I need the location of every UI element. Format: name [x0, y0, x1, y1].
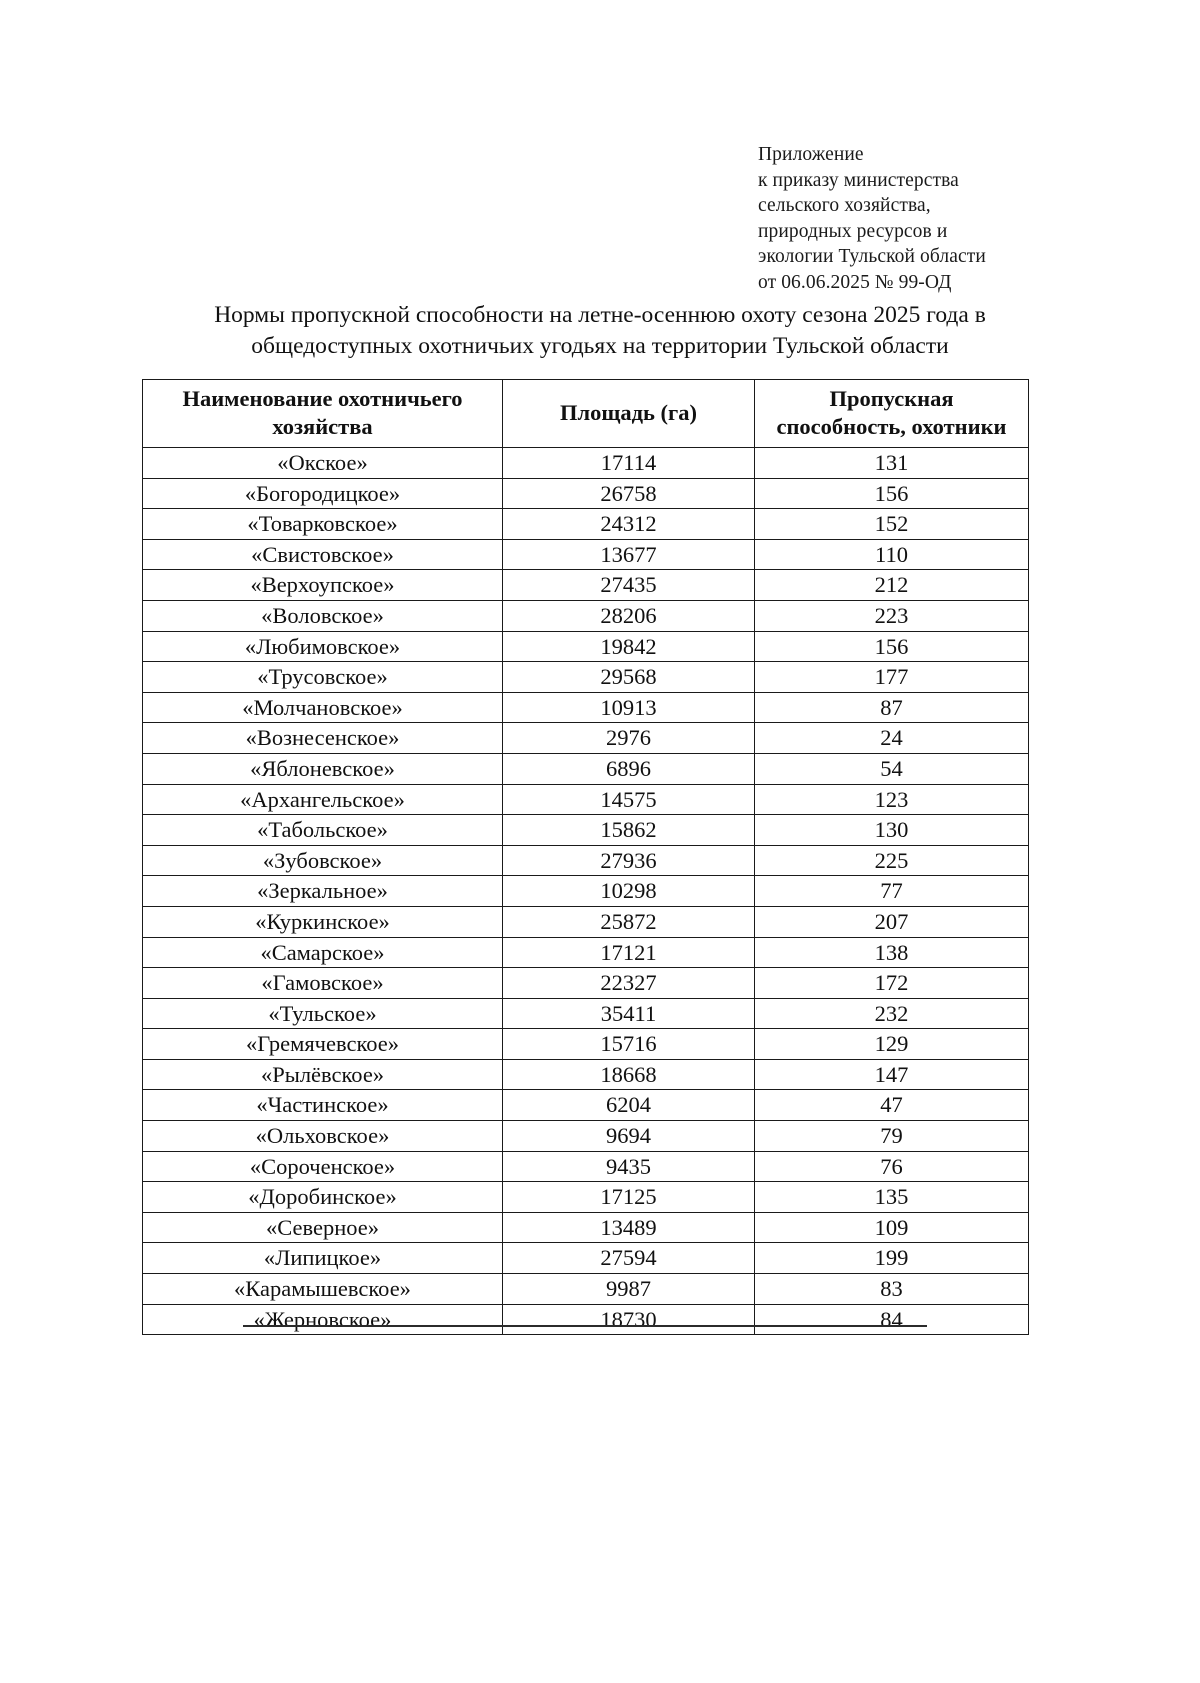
cell-area-hectares: 18668: [503, 1059, 755, 1090]
column-header-capacity-line-1: Пропускная: [829, 386, 954, 411]
cell-capacity-hunters: 207: [755, 906, 1029, 937]
table-row: [143, 692, 1029, 723]
page-title-line-2: общедоступных охотничьих угодьях на территории Тульской области: [251, 333, 949, 359]
cell-capacity-hunters: 130: [755, 815, 1029, 846]
cell-capacity-hunters: 109: [755, 1212, 1029, 1243]
table-row: [143, 448, 1029, 479]
cell-hunting-area-name: «Вознесенское»: [143, 723, 503, 754]
column-header-capacity: [755, 380, 1029, 448]
cell-hunting-area-name: «Северное»: [143, 1212, 503, 1243]
cell-capacity-hunters: 138: [755, 937, 1029, 968]
column-header-name: [143, 380, 503, 448]
table-row: [143, 600, 1029, 631]
cell-area-hectares: 9435: [503, 1151, 755, 1182]
table-body: [143, 448, 1029, 1335]
cell-hunting-area-name: «Гамовское»: [143, 968, 503, 999]
cell-area-hectares: 17114: [503, 448, 755, 479]
cell-hunting-area-name: «Яблоневское»: [143, 753, 503, 784]
cell-capacity-hunters: 84: [755, 1304, 1029, 1335]
cell-area-hectares: 2976: [503, 723, 755, 754]
cell-area-hectares: 6896: [503, 753, 755, 784]
cell-hunting-area-name: «Гремячевское»: [143, 1029, 503, 1060]
table-row: [143, 1304, 1029, 1335]
page-title: [150, 300, 1050, 362]
cell-hunting-area-name: «Любимовское»: [143, 631, 503, 662]
reference-line: к приказу министерства: [758, 169, 959, 191]
cell-hunting-area-name: «Ольховское»: [143, 1121, 503, 1152]
cell-hunting-area-name: «Самарское»: [143, 937, 503, 968]
table-row: [143, 906, 1029, 937]
cell-hunting-area-name: «Зубовское»: [143, 845, 503, 876]
cell-hunting-area-name: «Воловское»: [143, 600, 503, 631]
cell-capacity-hunters: 87: [755, 692, 1029, 723]
cell-area-hectares: 19842: [503, 631, 755, 662]
cell-hunting-area-name: «Архангельское»: [143, 784, 503, 815]
cell-hunting-area-name: «Свистовское»: [143, 539, 503, 570]
cell-area-hectares: 27594: [503, 1243, 755, 1274]
cell-hunting-area-name: «Молчановское»: [143, 692, 503, 723]
column-header-capacity-line-2: способность, охотники: [776, 414, 1007, 439]
cell-area-hectares: 26758: [503, 478, 755, 509]
cell-area-hectares: 9987: [503, 1274, 755, 1305]
table-row: [143, 509, 1029, 540]
cell-hunting-area-name: «Табольское»: [143, 815, 503, 846]
cell-hunting-area-name: «Куркинское»: [143, 906, 503, 937]
table-row: [143, 998, 1029, 1029]
cell-hunting-area-name: «Верхоупское»: [143, 570, 503, 601]
cell-capacity-hunters: 47: [755, 1090, 1029, 1121]
cell-hunting-area-name: «Зеркальное»: [143, 876, 503, 907]
cell-area-hectares: 35411: [503, 998, 755, 1029]
cell-capacity-hunters: 77: [755, 876, 1029, 907]
cell-hunting-area-name: «Трусовское»: [143, 662, 503, 693]
cell-capacity-hunters: 156: [755, 631, 1029, 662]
table-row: [143, 1059, 1029, 1090]
table-row: [143, 876, 1029, 907]
column-header-area-label: Площадь (га): [560, 400, 697, 425]
cell-area-hectares: 10913: [503, 692, 755, 723]
table-row: [143, 1151, 1029, 1182]
cell-area-hectares: 27936: [503, 845, 755, 876]
cell-area-hectares: 27435: [503, 570, 755, 601]
cell-area-hectares: 10298: [503, 876, 755, 907]
cell-hunting-area-name: «Частинское»: [143, 1090, 503, 1121]
table-row: [143, 1243, 1029, 1274]
cell-capacity-hunters: 172: [755, 968, 1029, 999]
cell-capacity-hunters: 177: [755, 662, 1029, 693]
cell-area-hectares: 28206: [503, 600, 755, 631]
cell-capacity-hunters: 225: [755, 845, 1029, 876]
table-row: [143, 631, 1029, 662]
cell-hunting-area-name: «Липицкое»: [143, 1243, 503, 1274]
table-row: [143, 570, 1029, 601]
reference-line: от 06.06.2025 № 99-ОД: [758, 271, 952, 293]
cell-capacity-hunters: 223: [755, 600, 1029, 631]
cell-capacity-hunters: 83: [755, 1274, 1029, 1305]
norms-table-container: [142, 379, 1028, 1335]
cell-hunting-area-name: «Окское»: [143, 448, 503, 479]
cell-area-hectares: 24312: [503, 509, 755, 540]
cell-capacity-hunters: 54: [755, 753, 1029, 784]
bottom-divider: [243, 1325, 927, 1327]
cell-area-hectares: 22327: [503, 968, 755, 999]
cell-capacity-hunters: 129: [755, 1029, 1029, 1060]
cell-area-hectares: 9694: [503, 1121, 755, 1152]
norms-table: [142, 379, 1029, 1335]
cell-capacity-hunters: 110: [755, 539, 1029, 570]
table-row: [143, 478, 1029, 509]
table-row: [143, 784, 1029, 815]
table-row: [143, 723, 1029, 754]
cell-area-hectares: 25872: [503, 906, 755, 937]
cell-area-hectares: 14575: [503, 784, 755, 815]
cell-area-hectares: 13677: [503, 539, 755, 570]
cell-hunting-area-name: «Тульское»: [143, 998, 503, 1029]
cell-area-hectares: 17121: [503, 937, 755, 968]
cell-hunting-area-name: «Жерновское»: [143, 1304, 503, 1335]
reference-line: Приложение: [758, 144, 864, 165]
table-header: [143, 380, 1029, 448]
cell-hunting-area-name: «Сороченское»: [143, 1151, 503, 1182]
cell-capacity-hunters: 79: [755, 1121, 1029, 1152]
cell-area-hectares: 29568: [503, 662, 755, 693]
column-header-name-line-1: Наименование охотничьего: [182, 386, 463, 411]
cell-area-hectares: 17125: [503, 1182, 755, 1213]
cell-hunting-area-name: «Доробинское»: [143, 1182, 503, 1213]
table-row: [143, 753, 1029, 784]
cell-capacity-hunters: 152: [755, 509, 1029, 540]
cell-capacity-hunters: 147: [755, 1059, 1029, 1090]
cell-hunting-area-name: «Карамышевское»: [143, 1274, 503, 1305]
table-row: [143, 662, 1029, 693]
cell-area-hectares: 13489: [503, 1212, 755, 1243]
cell-capacity-hunters: 212: [755, 570, 1029, 601]
cell-hunting-area-name: «Товарковское»: [143, 509, 503, 540]
reference-line: экологии Тульской области: [758, 246, 986, 267]
table-row: [143, 937, 1029, 968]
cell-hunting-area-name: «Рылёвское»: [143, 1059, 503, 1090]
cell-area-hectares: 15862: [503, 815, 755, 846]
cell-area-hectares: 6204: [503, 1090, 755, 1121]
cell-capacity-hunters: 24: [755, 723, 1029, 754]
table-header-row: [143, 380, 1029, 448]
column-header-area: [503, 380, 755, 448]
cell-capacity-hunters: 131: [755, 448, 1029, 479]
cell-capacity-hunters: 156: [755, 478, 1029, 509]
table-row: [143, 1121, 1029, 1152]
table-row: [143, 1274, 1029, 1305]
cell-capacity-hunters: 76: [755, 1151, 1029, 1182]
table-row: [143, 815, 1029, 846]
column-header-name-line-2: хозяйства: [272, 414, 373, 439]
table-row: [143, 1090, 1029, 1121]
table-row: [143, 1212, 1029, 1243]
cell-capacity-hunters: 199: [755, 1243, 1029, 1274]
table-row: [143, 539, 1029, 570]
table-row: [143, 1029, 1029, 1060]
reference-line: сельского хозяйства,: [758, 195, 931, 216]
reference-line: природных ресурсов и: [758, 220, 948, 242]
cell-capacity-hunters: 123: [755, 784, 1029, 815]
appendix-reference-block: [758, 142, 1058, 295]
page-title-line-1: Нормы пропускной способности на летне-осеннюю охоту сезона 2025 года в: [214, 302, 986, 328]
table-row: [143, 1182, 1029, 1213]
cell-area-hectares: 18730: [503, 1304, 755, 1335]
table-row: [143, 845, 1029, 876]
cell-area-hectares: 15716: [503, 1029, 755, 1060]
cell-capacity-hunters: 232: [755, 998, 1029, 1029]
table-row: [143, 968, 1029, 999]
cell-capacity-hunters: 135: [755, 1182, 1029, 1213]
cell-hunting-area-name: «Богородицкое»: [143, 478, 503, 509]
